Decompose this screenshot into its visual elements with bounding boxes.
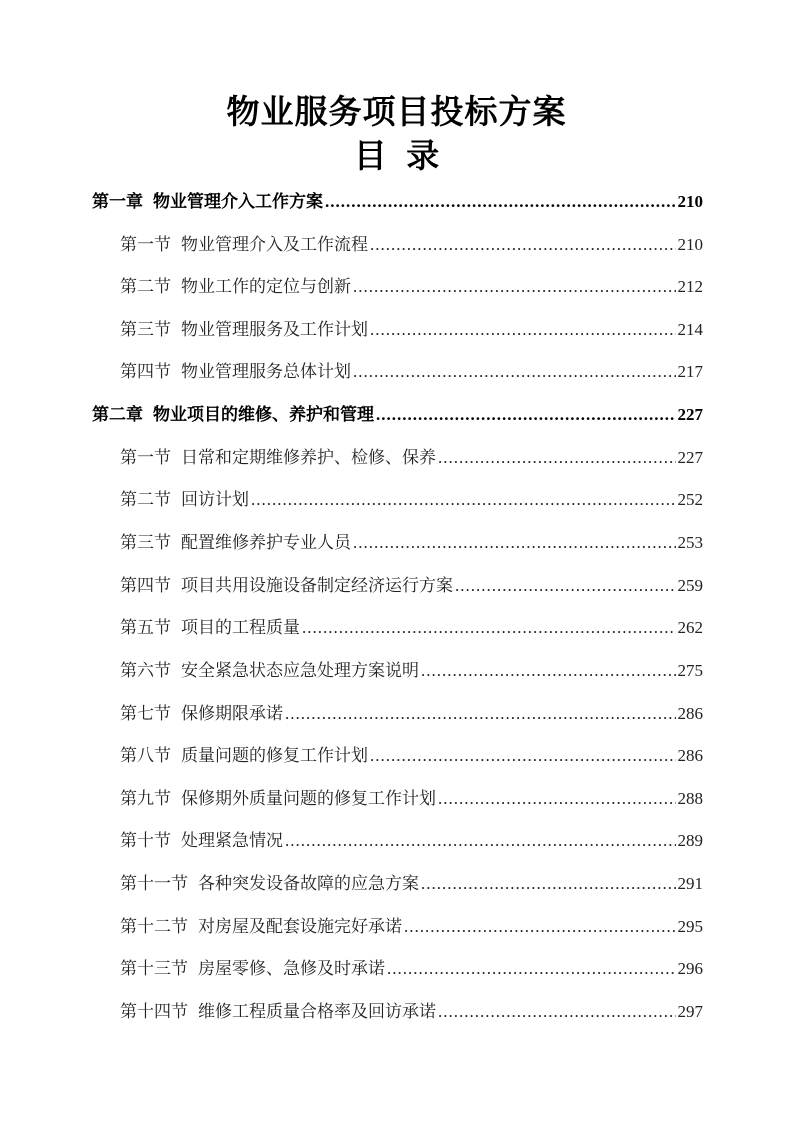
- dot-leader: [376, 401, 676, 429]
- toc-page-number: 296: [677, 959, 703, 978]
- toc-number: 第九节: [120, 789, 171, 809]
- toc-label: 项目的工程质量: [181, 618, 300, 638]
- toc-label: 物业工作的定位与创新: [181, 277, 351, 297]
- dot-leader: [370, 231, 676, 259]
- toc-number: 第二章: [92, 405, 143, 425]
- toc-number: 第二节: [120, 490, 171, 510]
- toc-number: 第一章: [92, 192, 143, 212]
- toc-section[interactable]: [120, 273, 703, 301]
- toc-number: 第六节: [120, 661, 171, 681]
- dot-leader: [421, 870, 676, 898]
- toc-section[interactable]: [120, 955, 703, 983]
- toc-label: 各种突发设备故障的应急方案: [198, 874, 419, 894]
- toc-number: 第四节: [120, 362, 171, 382]
- dot-leader: [325, 188, 676, 216]
- toc-section[interactable]: [120, 785, 703, 813]
- toc-label: 物业项目的维修、养护和管理: [153, 405, 374, 425]
- toc-number: 第十二节: [120, 917, 188, 937]
- toc-label: 回访计划: [181, 490, 249, 510]
- toc-page-number: 210: [677, 235, 703, 254]
- toc-page-number: 286: [677, 704, 703, 723]
- toc-page-number: 227: [677, 405, 703, 424]
- toc-page-number: 210: [677, 192, 703, 211]
- dot-leader: [353, 273, 676, 301]
- toc-section[interactable]: [120, 998, 703, 1026]
- toc-page-number: 227: [677, 448, 703, 467]
- toc-section[interactable]: [120, 913, 703, 941]
- toc-number: 第八节: [120, 746, 171, 766]
- document-title: 物业服务项目投标方案: [226, 92, 567, 131]
- toc-section[interactable]: [120, 870, 703, 898]
- toc-page-number: 214: [677, 320, 703, 339]
- toc-section[interactable]: [120, 700, 703, 728]
- toc-section[interactable]: [120, 657, 703, 685]
- toc-label: 物业管理服务总体计划: [181, 362, 351, 382]
- toc-number: 第三节: [120, 533, 171, 553]
- toc-label: 项目共用设施设备制定经济运行方案: [181, 576, 453, 596]
- toc-label: 维修工程质量合格率及回访承诺: [198, 1002, 436, 1022]
- toc-label: 物业管理介入工作方案: [153, 192, 323, 212]
- toc-number: 第七节: [120, 704, 171, 724]
- toc-section[interactable]: [120, 614, 703, 642]
- dot-leader: [387, 955, 676, 983]
- toc-section[interactable]: [120, 572, 703, 600]
- toc-page-number: 275: [677, 661, 703, 680]
- toc-page-number: 289: [677, 831, 703, 850]
- toc-label: 保修期外质量问题的修复工作计划: [181, 789, 436, 809]
- toc-label: 房屋零修、急修及时承诺: [198, 959, 385, 979]
- toc-number: 第五节: [120, 618, 171, 638]
- toc-number: 第一节: [120, 235, 171, 255]
- toc-label: 安全紧急状态应急处理方案说明: [181, 661, 419, 681]
- toc-section[interactable]: [120, 231, 703, 259]
- dot-leader: [353, 529, 676, 557]
- toc-number: 第四节: [120, 576, 171, 596]
- toc-chapter-2[interactable]: [92, 401, 703, 429]
- toc-number: 第十一节: [120, 874, 188, 894]
- toc-page-number: 291: [677, 874, 703, 893]
- toc-page-number: 286: [677, 746, 703, 765]
- toc-page-number: 252: [677, 490, 703, 509]
- toc-label: 配置维修养护专业人员: [181, 533, 351, 553]
- toc-number: 第二节: [120, 277, 171, 297]
- dot-leader: [370, 742, 676, 770]
- toc-number: 第三节: [120, 320, 171, 340]
- toc-page-number: 297: [677, 1002, 703, 1021]
- dot-leader: [251, 486, 676, 514]
- dot-leader: [421, 657, 676, 685]
- dot-leader: [353, 358, 676, 386]
- toc-page-number: 262: [677, 618, 703, 637]
- toc-page-number: 253: [677, 533, 703, 552]
- toc-page-number: 288: [677, 789, 703, 808]
- toc-chapter-1[interactable]: [92, 188, 703, 216]
- dot-leader: [438, 785, 676, 813]
- toc-section[interactable]: [120, 358, 703, 386]
- toc-section[interactable]: [120, 486, 703, 514]
- dot-leader: [370, 316, 676, 344]
- dot-leader: [285, 700, 676, 728]
- toc-label: 保修期限承诺: [181, 704, 283, 724]
- toc-number: 第十四节: [120, 1002, 188, 1022]
- toc-page-number: 212: [677, 277, 703, 296]
- dot-leader: [302, 614, 676, 642]
- toc-label: 物业管理服务及工作计划: [181, 320, 368, 340]
- toc-label: 质量问题的修复工作计划: [181, 746, 368, 766]
- toc-section[interactable]: [120, 827, 703, 855]
- toc-section[interactable]: [120, 444, 703, 472]
- toc-label: 日常和定期维修养护、检修、保养: [181, 448, 436, 468]
- toc-number: 第十三节: [120, 959, 188, 979]
- toc-section[interactable]: [120, 742, 703, 770]
- toc-section[interactable]: [120, 316, 703, 344]
- dot-leader: [438, 998, 676, 1026]
- toc-page-number: 217: [677, 362, 703, 381]
- dot-leader: [455, 572, 676, 600]
- dot-leader: [404, 913, 676, 941]
- toc-page-number: 295: [677, 917, 703, 936]
- toc-heading: 目 录: [353, 136, 440, 175]
- dot-leader: [438, 444, 676, 472]
- toc-label: 物业管理介入及工作流程: [181, 235, 368, 255]
- toc-page-number: 259: [677, 576, 703, 595]
- dot-leader: [285, 827, 676, 855]
- toc-number: 第十节: [120, 831, 171, 851]
- toc-label: 对房屋及配套设施完好承诺: [198, 917, 402, 937]
- toc-section[interactable]: [120, 529, 703, 557]
- toc-label: 处理紧急情况: [181, 831, 283, 851]
- toc-number: 第一节: [120, 448, 171, 468]
